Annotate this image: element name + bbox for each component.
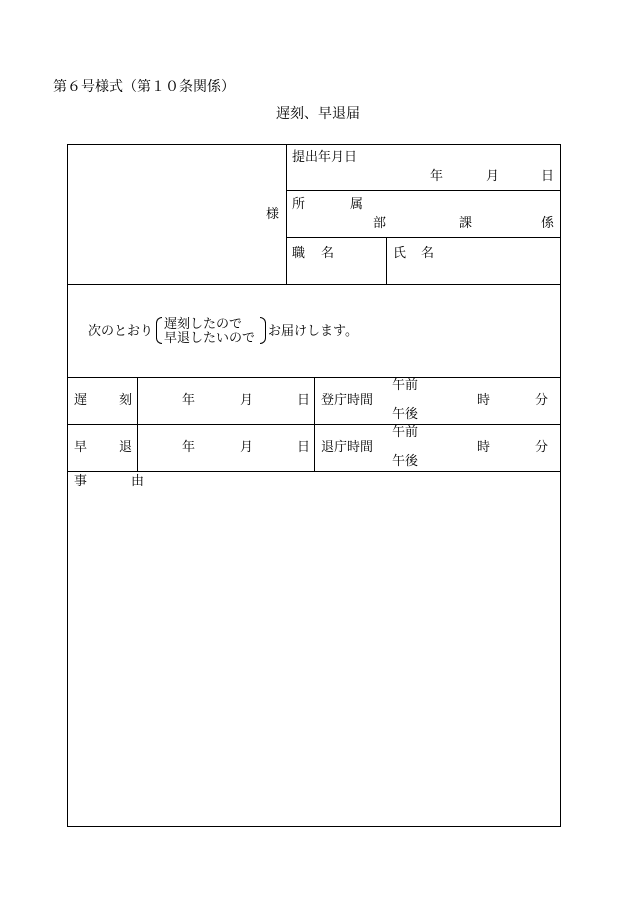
reason-area[interactable] bbox=[68, 490, 560, 826]
affiliation-section: 課 bbox=[459, 216, 473, 231]
affiliation-unit: 係 bbox=[541, 216, 555, 231]
divider-row-label bbox=[137, 377, 138, 471]
position-label-a: 職 bbox=[292, 246, 306, 261]
late-minute: 分 bbox=[535, 393, 549, 408]
late-day: 日 bbox=[297, 393, 311, 408]
early-am: 午前 bbox=[392, 425, 419, 440]
late-hour: 時 bbox=[477, 393, 491, 408]
affiliation-department: 部 bbox=[373, 216, 387, 231]
divider-submission bbox=[286, 190, 561, 191]
early-year: 年 bbox=[182, 440, 196, 455]
statement-option-early: 早退したいので bbox=[164, 331, 256, 346]
late-pm: 午後 bbox=[392, 407, 419, 422]
addressee-honorific: 様 bbox=[266, 207, 280, 222]
late-time-label: 登庁時間 bbox=[321, 393, 374, 408]
statement-option-late: 遅刻したので bbox=[164, 317, 243, 332]
late-am: 午前 bbox=[392, 378, 419, 393]
position-label-b: 名 bbox=[321, 246, 335, 261]
name-label-a: 氏 bbox=[393, 246, 407, 261]
statement-brace-left bbox=[156, 317, 162, 344]
form-number: 第６号様式（第１０条関係） bbox=[53, 79, 235, 95]
reason-label-b: 由 bbox=[131, 474, 145, 489]
submission-year: 年 bbox=[430, 169, 444, 184]
divider-reason bbox=[67, 471, 561, 472]
divider-affiliation bbox=[286, 237, 561, 238]
form-title: 遅刻、早退届 bbox=[276, 106, 360, 122]
statement-suffix: お届けします。 bbox=[268, 324, 358, 339]
early-pm: 午後 bbox=[392, 454, 419, 469]
early-minute: 分 bbox=[535, 440, 549, 455]
name-label-b: 名 bbox=[421, 246, 435, 261]
late-label-a: 遅 bbox=[74, 393, 88, 408]
early-month: 月 bbox=[240, 440, 254, 455]
statement-prefix: 次のとおり bbox=[88, 324, 154, 339]
late-year: 年 bbox=[182, 393, 196, 408]
early-time-label: 退庁時間 bbox=[321, 440, 374, 455]
affiliation-label-a: 所 bbox=[292, 197, 306, 212]
early-label-a: 早 bbox=[74, 440, 88, 455]
early-day: 日 bbox=[297, 440, 311, 455]
early-hour: 時 bbox=[477, 440, 491, 455]
submission-label: 提出年月日 bbox=[292, 150, 358, 165]
submission-day: 日 bbox=[541, 169, 555, 184]
statement-brace-right bbox=[260, 317, 266, 344]
affiliation-label-b: 属 bbox=[350, 197, 364, 212]
divider-top-vertical bbox=[286, 144, 287, 284]
divider-row-time bbox=[314, 377, 315, 471]
divider-top-section bbox=[67, 284, 561, 285]
early-label-b: 退 bbox=[119, 440, 133, 455]
divider-position-name bbox=[386, 237, 387, 284]
reason-label-a: 事 bbox=[74, 474, 88, 489]
submission-month: 月 bbox=[486, 169, 500, 184]
late-month: 月 bbox=[240, 393, 254, 408]
late-label-b: 刻 bbox=[119, 393, 133, 408]
